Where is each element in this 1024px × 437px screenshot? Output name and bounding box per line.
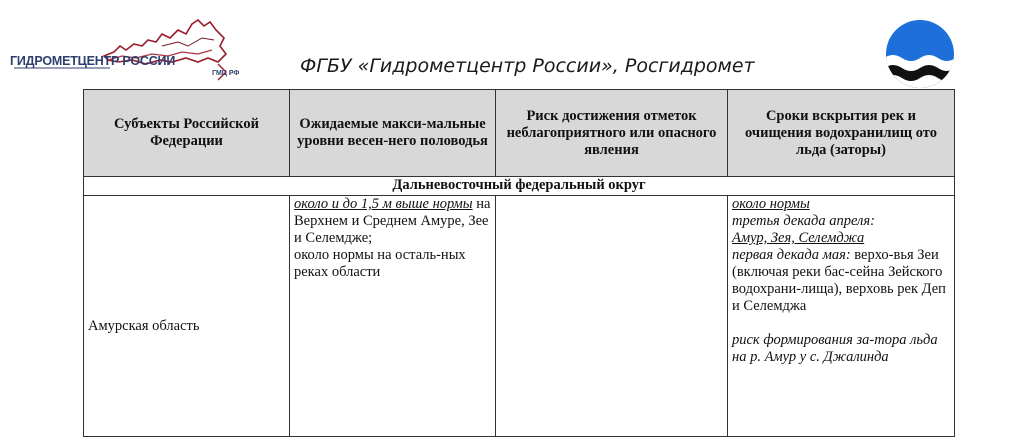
terms-jam-risk: риск формирования за-тора льда на р. Амур у с. Джалинда xyxy=(732,332,938,365)
rosgidromet-emblem-icon xyxy=(884,18,956,90)
levels-highlight: около и до 1,5 м выше нормы xyxy=(294,196,473,212)
terms-rivers: Амур, Зея, Селемджа xyxy=(732,230,865,246)
column-header-risk: Риск достижения отметок неблагоприятного или опасного явления xyxy=(496,90,728,177)
terms-cell xyxy=(728,196,955,437)
table-row xyxy=(84,196,955,437)
levels-text: на Верхнем и Среднем Амуре, Зее и Селемдже; xyxy=(294,196,491,246)
column-header-levels: Ожидаемые макси-мальные уровни весен-него половодья xyxy=(290,90,496,177)
terms-upper-reaches: верхо-вья Зеи (включая реки бас-сейна Зейского водохрани-лища), верховь рек Деп и Селемджа xyxy=(732,247,946,314)
organization-title: ФГБУ «Гидрометцентр России», Росгидромет xyxy=(300,55,755,77)
risk-cell xyxy=(496,196,728,437)
terms-norm: около нормы xyxy=(732,196,810,212)
logo-text: ГИДРОМЕТЦЕНТР РОССИИ xyxy=(10,54,176,68)
column-header-subjects: Субъекты Российской Федерации xyxy=(84,90,290,177)
terms-decade-may: первая декада мая: xyxy=(732,247,851,263)
page-header xyxy=(0,0,1024,92)
levels-other-text: около нормы на осталь-ных реках области xyxy=(294,247,466,280)
levels-cell xyxy=(290,196,496,437)
district-row xyxy=(84,177,955,196)
district-name: Дальневосточный федеральный округ xyxy=(84,177,955,196)
terms-decade-april: третья декада апреля: xyxy=(732,213,875,229)
region-name: Амурская область xyxy=(88,317,200,334)
region-cell xyxy=(84,196,290,437)
flood-forecast-table xyxy=(83,89,955,437)
table-header-row xyxy=(84,90,955,177)
logo-subtext: ГМЦ РФ xyxy=(212,70,240,77)
column-header-terms: Сроки вскрытия рек и очищения водохранилищ ото льда (заторы) xyxy=(728,90,955,177)
